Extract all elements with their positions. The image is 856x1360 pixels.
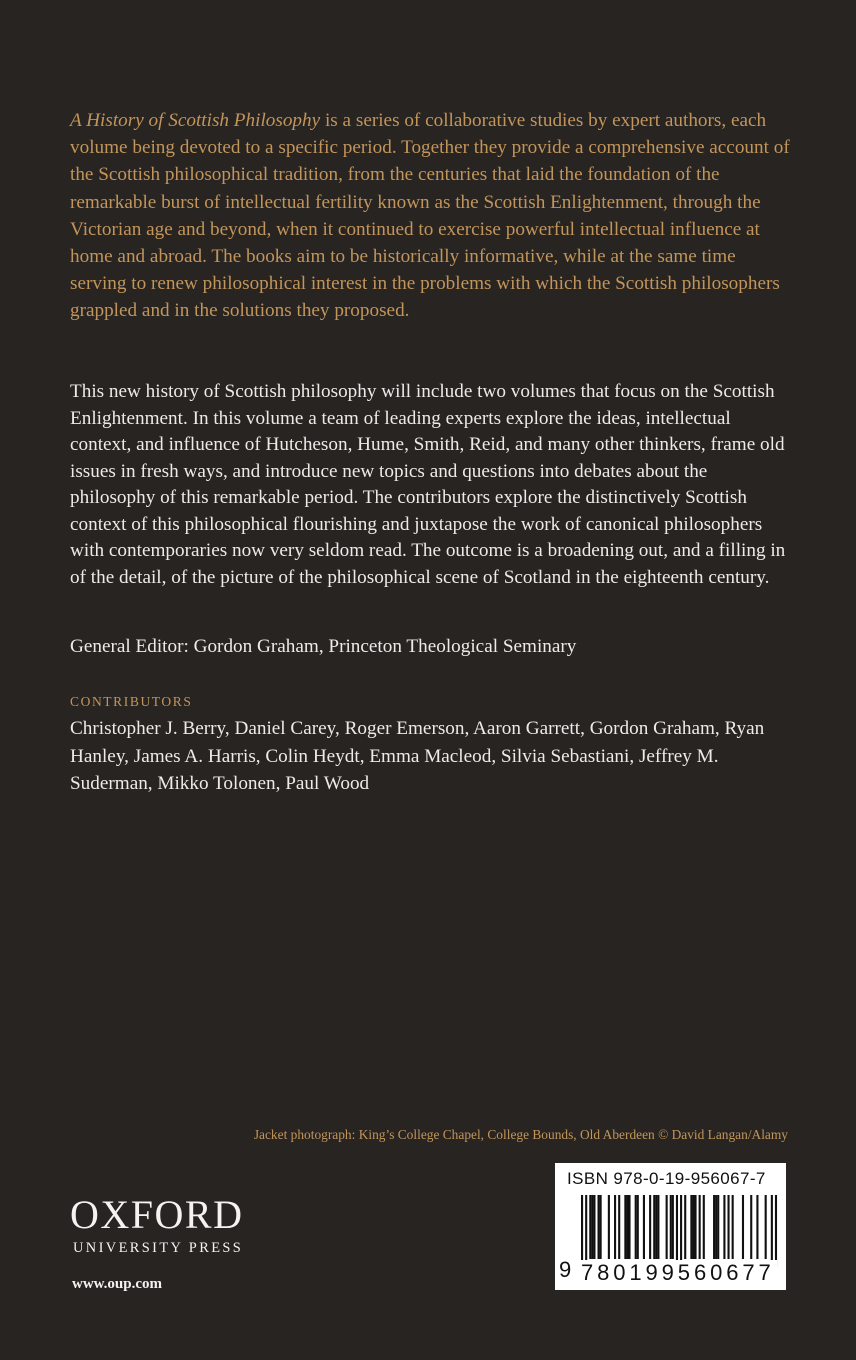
barcode-bar: [690, 1195, 692, 1259]
barcode-bar: [670, 1195, 672, 1259]
barcode-bar: [600, 1195, 602, 1259]
barcode-bar: [717, 1195, 719, 1259]
barcode-bar: [598, 1195, 600, 1259]
barcode-bar: [649, 1195, 651, 1259]
series-title: A History of Scottish Philosophy: [70, 110, 321, 131]
publisher-url: www.oup.com: [72, 1276, 163, 1292]
barcode-bar: [608, 1195, 610, 1259]
barcode-bar: [699, 1195, 701, 1259]
barcode-bar: [713, 1195, 715, 1259]
barcode-bar: [692, 1195, 694, 1259]
barcode-bar: [723, 1195, 725, 1259]
barcode-digits: 780199560677: [581, 1260, 777, 1288]
contributors-heading: CONTRIBUTORS: [70, 694, 193, 709]
series-intro-text: is a series of collaborative studies by expert authors, each volume being devoted to a specific period. Together they provide a comprehensive account of the Scottish philosophical tradition, from the centuries that laid the foundation of the remarkable burst of intellectual fertility known as the Scottish Enlightenment, through the Victorian age and beyond, when it continued to exercise powerful intellectual influence at home and abroad. The books aim to be historically informative, while at the same time serving to renew philosophical interest in the problems with which the Scottish philosophers grappled and in the solutions they proposed.: [70, 110, 790, 322]
barcode-bar: [771, 1195, 773, 1267]
barcode-bar: [628, 1195, 630, 1259]
barcode-bar: [655, 1195, 657, 1259]
barcode-bar: [637, 1195, 639, 1259]
barcode-bar: [676, 1195, 678, 1267]
barcode-bar: [742, 1195, 744, 1259]
barcode-bar: [666, 1195, 668, 1259]
publisher-logo: [70, 1192, 244, 1257]
barcode-bar: [694, 1195, 696, 1259]
barcode-bar: [585, 1195, 587, 1267]
general-editor-line: General Editor: Gordon Graham, Princeton Theological Seminary: [70, 636, 577, 657]
barcode-bar: [591, 1195, 593, 1259]
jacket-photo-credit: Jacket photograph: King’s College Chapel, College Bounds, Old Aberdeen © David Langan/Alamy: [253, 1127, 788, 1142]
barcode-bar: [684, 1195, 686, 1259]
barcode-bar: [626, 1195, 628, 1259]
barcode-bar: [756, 1195, 758, 1259]
series-intro-paragraph: [70, 107, 790, 325]
barcode-bar: [635, 1195, 637, 1259]
barcode-bar: [653, 1195, 655, 1259]
barcode-bar: [643, 1195, 645, 1259]
barcode-bar: [680, 1195, 682, 1267]
contributors-list: Christopher J. Berry, Daniel Carey, Roger Emerson, Aaron Garrett, Gordon Graham, Ryan Hanley, James A. Harris, Colin Heydt, Emma Macleod, Silvia Sebastiani, Jeffrey M. Suderman, Mikko Tolonen, Paul Wood: [70, 718, 765, 794]
barcode-lead-digit: 9: [559, 1257, 572, 1282]
barcode-bar: [589, 1195, 591, 1259]
barcode-bar: [672, 1195, 674, 1259]
barcode-bar: [765, 1195, 767, 1259]
barcode-bar: [703, 1195, 705, 1259]
publisher-subname: UNIVERSITY PRESS: [73, 1240, 244, 1256]
barcode-bar: [581, 1195, 583, 1267]
barcode-bar: [775, 1195, 777, 1267]
isbn-barcode-panel: [555, 1163, 786, 1290]
barcode-bar: [614, 1195, 616, 1259]
barcode-bar: [618, 1195, 620, 1259]
barcode-bar: [624, 1195, 626, 1259]
barcode-bar: [750, 1195, 752, 1259]
volume-description-paragraph: This new history of Scottish philosophy will include two volumes that focus on the Scottish Enlightenment. In this volume a team of leading experts explore the ideas, intellectual context, and influence of Hutcheson, Hume, Smith, Reid, and many other thinkers, frame old issues in fresh ways, and introduce new topics and questions into debates about the philosophy of this remarkable period. The contributors explore the distinctively Scottish context of this philosophical flourishing and juxtapose the work of canonical philosophers with contemporaries now very seldom read. The outcome is a broadening out, and a filling in of the detail, of the picture of the philosophical scene of Scotland in the eighteenth century.: [70, 381, 786, 588]
barcode-bar: [715, 1195, 717, 1259]
barcode-bar: [657, 1195, 659, 1259]
barcode-bar: [727, 1195, 729, 1259]
barcode-bar: [732, 1195, 734, 1259]
isbn-label: ISBN 978-0-19-956067-7: [567, 1169, 766, 1188]
barcode-bar: [593, 1195, 595, 1259]
publisher-name: OXFORD: [70, 1192, 244, 1237]
